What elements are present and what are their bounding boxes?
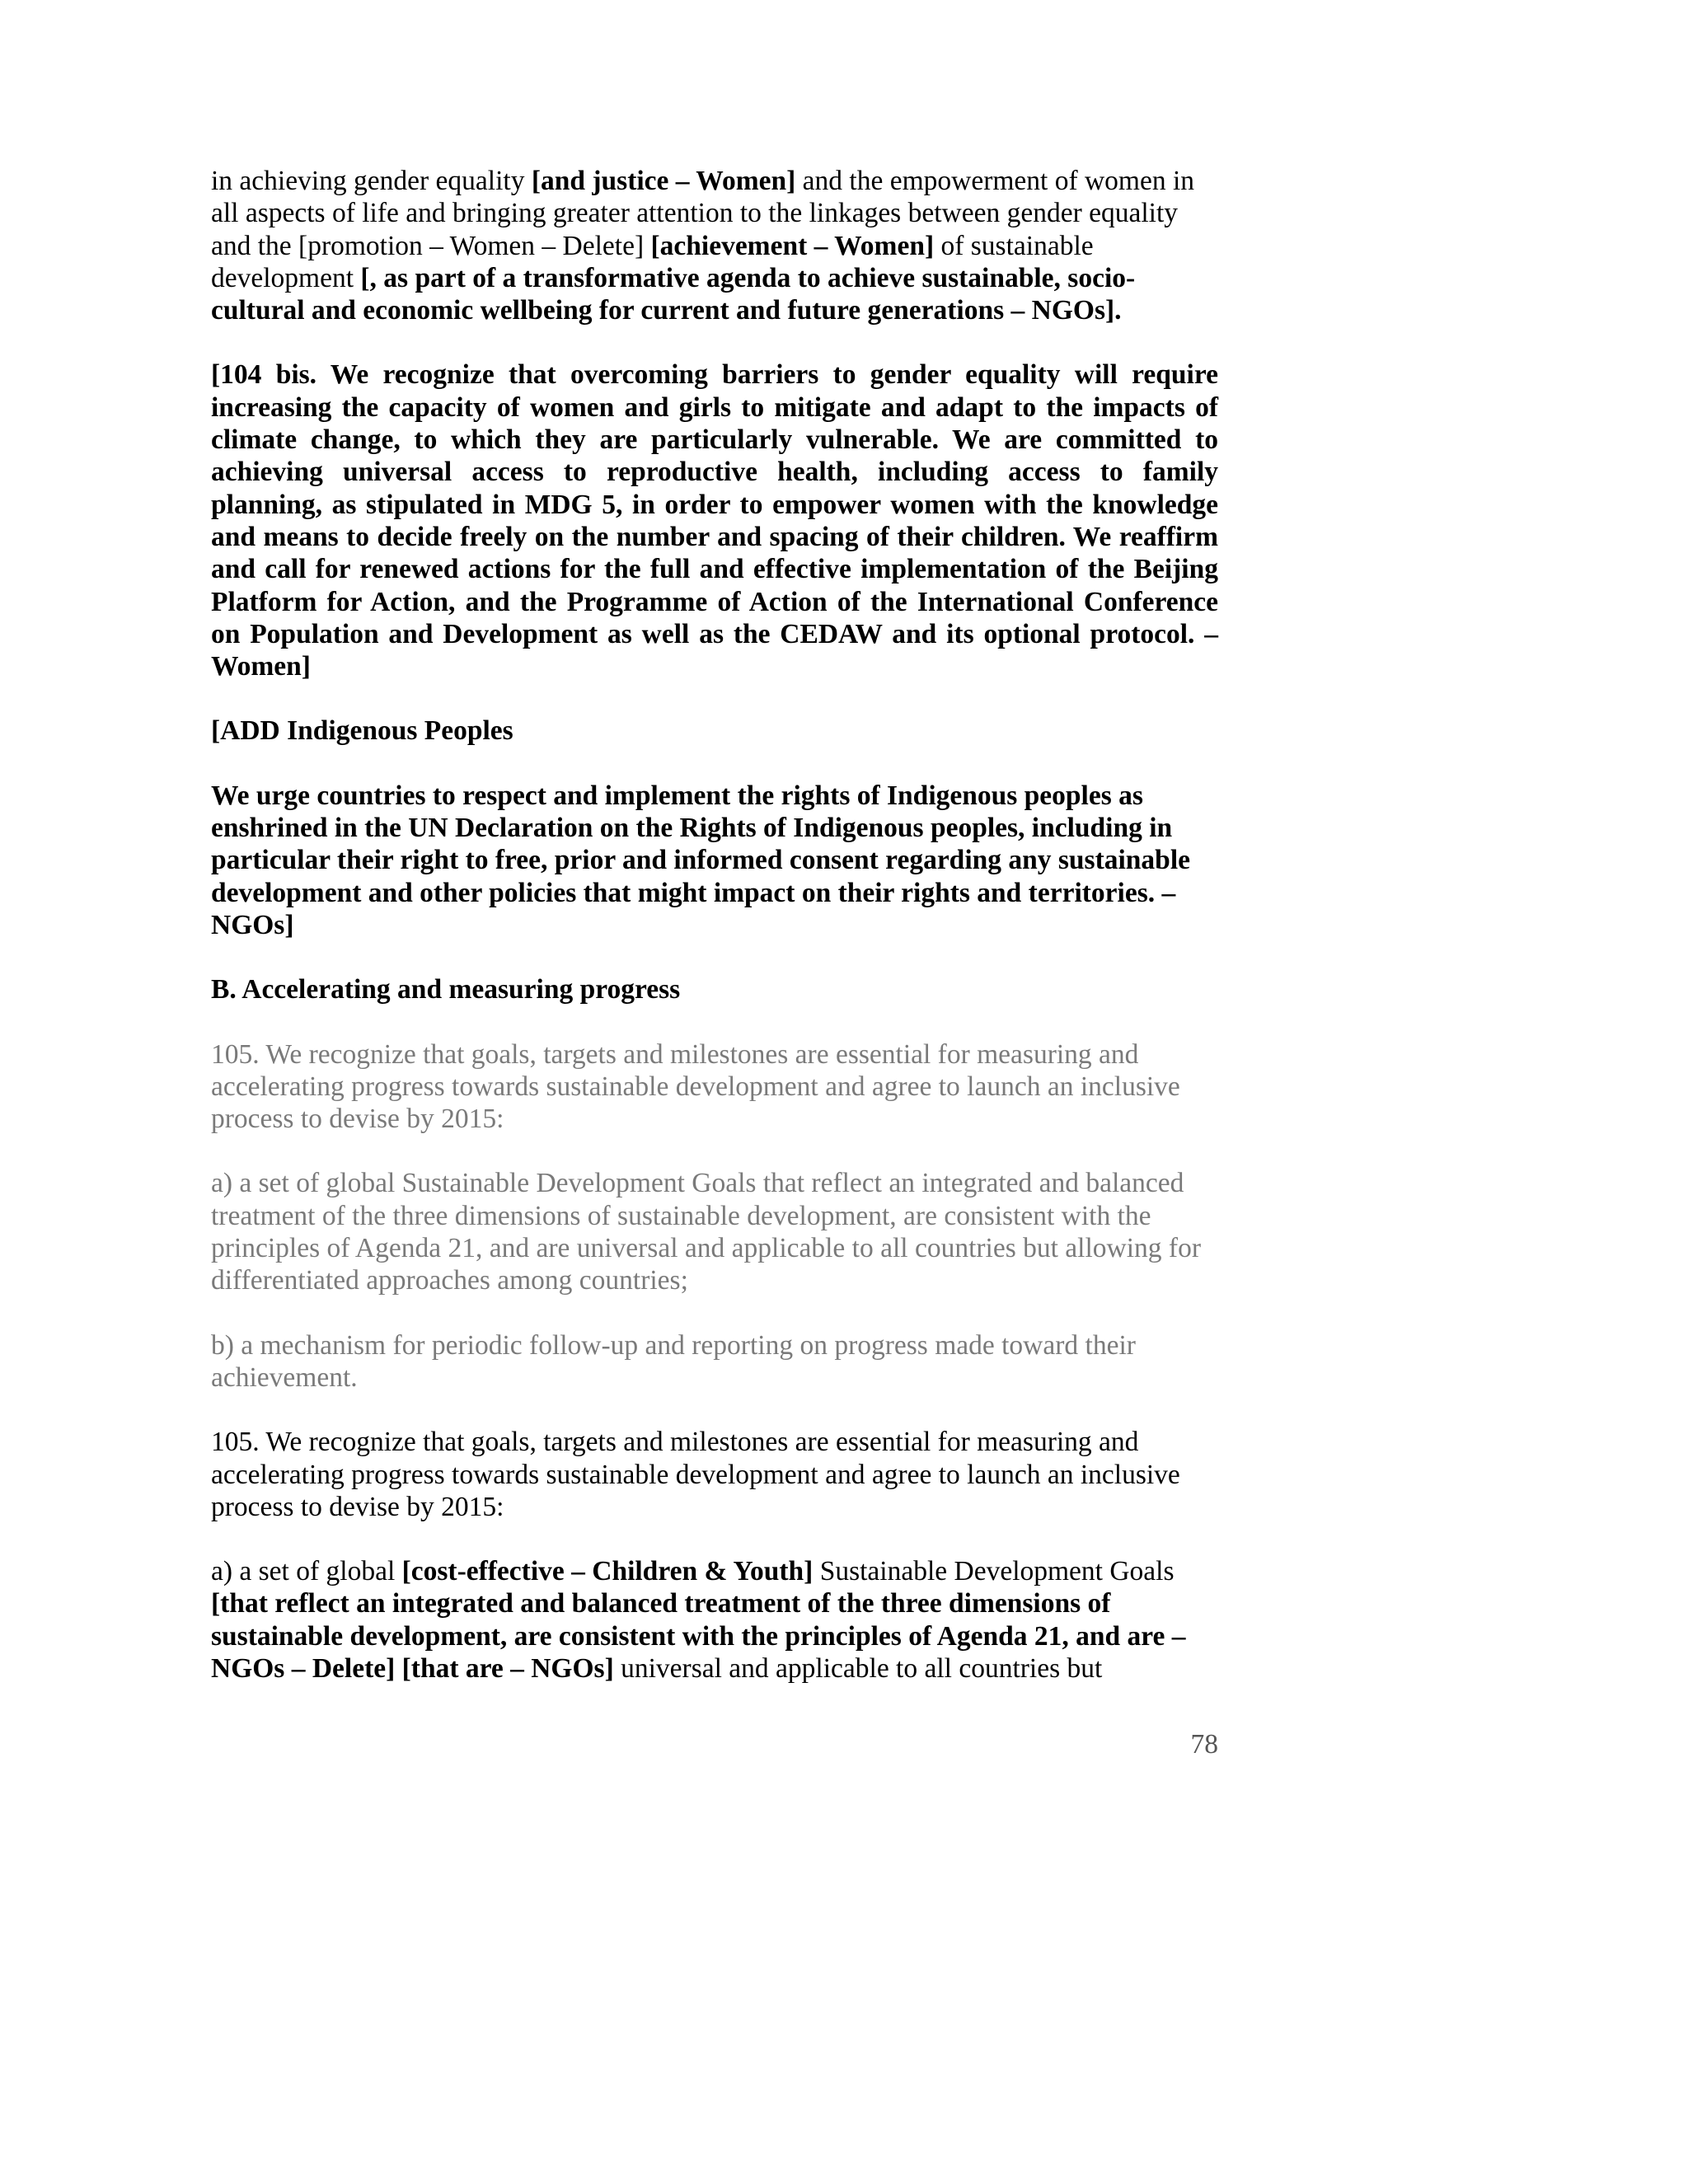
bold-heading: [ADD Indigenous Peoples bbox=[211, 715, 513, 747]
paragraph-indigenous-peoples bbox=[211, 780, 1218, 941]
section-heading-text: B. Accelerating and measuring progress bbox=[211, 974, 681, 1005]
document-page bbox=[211, 165, 1218, 1685]
paragraph-105-revised: 105. We recognize that goals, targets and milestones are essential for measuring and accelerating progress towards sustainable development and agree to launch an inclusive process to devise by 2015: bbox=[211, 1427, 1180, 1522]
section-heading bbox=[211, 973, 1218, 1005]
bold-amendment: [that reflect an integrated and balanced treatment of the three dimensions of sustainable development, are consistent with the principles of Agenda 21, and are – NGOs – Delete] [that are – NGOs] bbox=[211, 1588, 1186, 1684]
text-run: and the empowerment of women in all aspects of life and bringing greater attention to the linkages between gender equality and the [promotion – Women – Delete] bbox=[211, 166, 1195, 261]
page-number: 78 bbox=[1190, 1729, 1218, 1760]
text-run: of sustainable development bbox=[211, 230, 1094, 293]
paragraph-104-bis bbox=[211, 359, 1218, 682]
bold-amendment: We urge countries to respect and implement the rights of Indigenous peoples as enshrined in the UN Declaration on the Rights of Indigenous peoples, including in particular their right to free, prior and informed consent regarding any sustainable development and other policies that might impact on their rights and territories. – NGOs] bbox=[211, 780, 1190, 940]
paragraph-105-original: 105. We recognize that goals, targets and milestones are essential for measuring and accelerating progress towards sustainable development and agree to launch an inclusive process to devise by 2015: bbox=[211, 1038, 1180, 1135]
text-run: in achieving gender equality bbox=[211, 166, 532, 196]
text-run: a) a set of global bbox=[211, 1556, 402, 1587]
paragraph-105b-original: b) a mechanism for periodic follow-up and reporting on progress made toward their achievement. bbox=[211, 1329, 1136, 1393]
text-run: universal and applicable to all countries but bbox=[613, 1652, 1103, 1684]
paragraph-gender-equality bbox=[211, 165, 1218, 326]
paragraph-105a-original: a) a set of global Sustainable Development Goals that reflect an integrated and balanced treatment of the three dimensions of sustainable development, are consistent with the principles of Agenda 21, and are universal and applicable to all countries but allowing for differentiated approaches among countries; bbox=[211, 1168, 1201, 1296]
text-run: Sustainable Development Goals bbox=[813, 1556, 1175, 1587]
bold-amendment: [achievement – Women] bbox=[650, 230, 935, 261]
bold-amendment: [104 bis. We recognize that overcoming barriers to gender equality will require increasing the capacity of women and girls to mitigate and adapt to the impacts of climate change, to which they are particularly vulnerable. We are committed to achieving universal access to reproductive health, including access to family planning, as stipulated in MDG 5, in order to empower women with the knowledge and means to decide freely on the number and spacing of their children. We reaffirm and call for renewed actions for the full and effective implementation of the Beijing Platform for Action, and the Programme of Action of the International Conference on Population and Development as well as the CEDAW and its optional protocol. – Women] bbox=[211, 359, 1218, 682]
bold-amendment: [cost-effective – Children & Youth] bbox=[401, 1556, 814, 1587]
bold-amendment: [, as part of a transformative agenda to achieve sustainable, socio-cultural and economic wellbeing for current and future generations – NGOs]. bbox=[211, 262, 1136, 326]
paragraph-105a-revised bbox=[211, 1555, 1218, 1685]
add-indigenous-heading bbox=[211, 715, 1218, 747]
bold-amendment: [and justice – Women] bbox=[531, 166, 796, 196]
